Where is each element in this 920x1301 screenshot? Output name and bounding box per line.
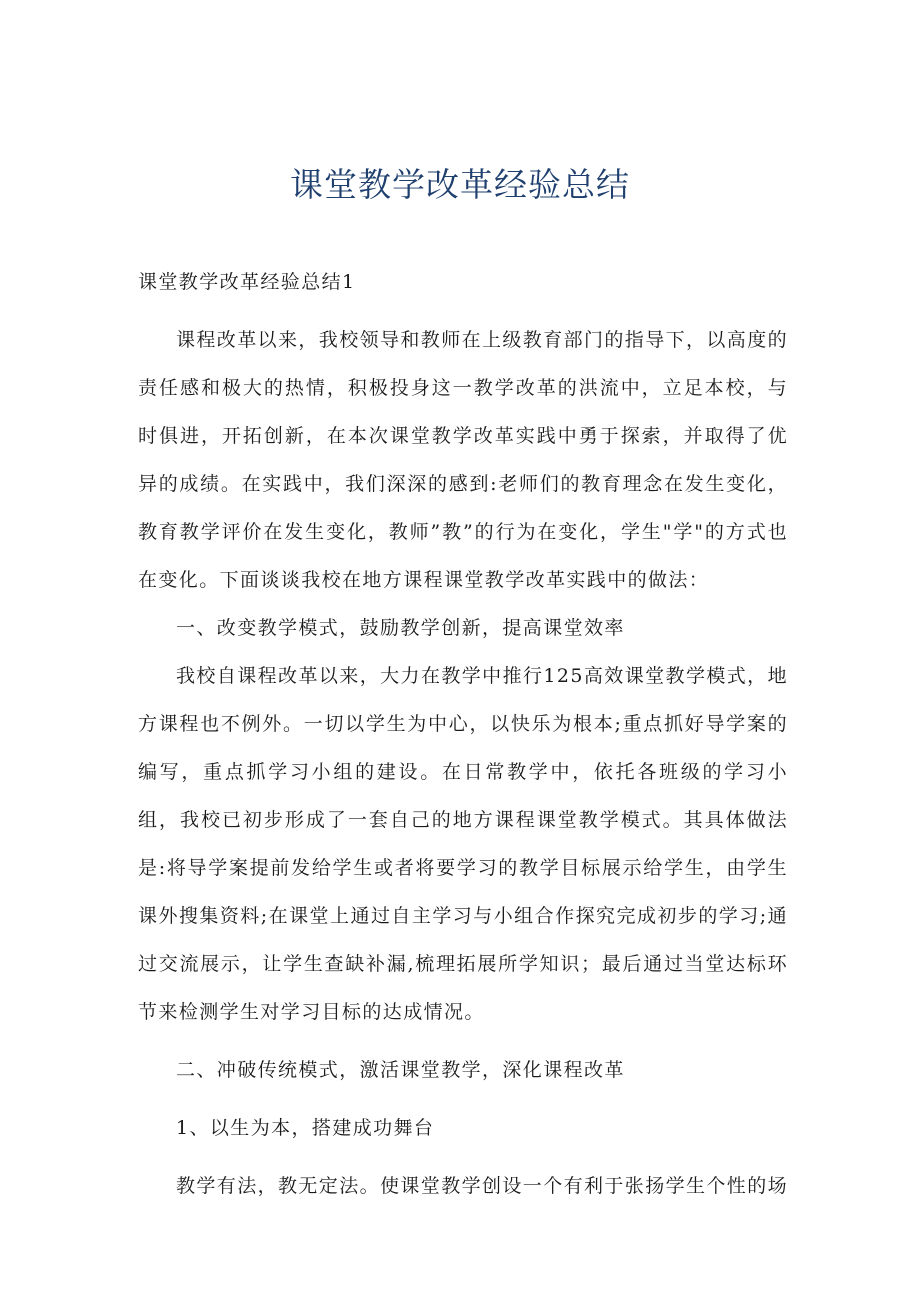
heading-section-2: 二、冲破传统模式，激活课堂教学，深化课程改革 <box>176 1059 625 1081</box>
document-body <box>138 258 788 1210</box>
section-subtitle: 课堂教学改革经验总结1 <box>138 271 356 293</box>
heading-subsection-1: 1、以生为本，搭建成功舞台 <box>176 1117 435 1139</box>
paragraph-section-1: 我校自课程改革以来，大力在教学中推行125高效课堂教学模式，地方课程也不例外。一切以学生为中心，以快乐为根本;重点抓好导学案的编写，重点抓学习小组的建设。在日常教学中，依托各班级的学习小组，我校已初步形成了一套自己的地方课程课堂教学模式。其具体做法是:将导学案提前发给学生或者将要学习的教学目标展示给学生，由学生课外搜集资料;在课堂上通过自主学习与小组合作探究完成初步的学习;通过交流展示，让学生查缺补漏,梳理拓展所学知识；最后通过当堂达标环节来检测学生对学习目标的达成情况。 <box>138 665 788 1023</box>
heading-section-1: 一、改变教学模式，鼓励教学创新，提高课堂效率 <box>176 617 625 639</box>
document-title: 课堂教学改革经验总结 <box>290 165 630 204</box>
paragraph-intro: 课程改革以来，我校领导和教师在上级教育部门的指导下，以高度的责任感和极大的热情，积极投身这一教学改革的洪流中，立足本校，与时俱进，开拓创新，在本次课堂教学改革实践中勇于探索，并取得了优异的成绩。在实践中，我们深深的感到:老师们的教育理念在发生变化，教育教学评价在发生变化，教师”教”的行为在变化，学生"学"的方式也在变化。下面谈谈我校在地方课程课堂教学改革实践中的做法： <box>138 329 789 591</box>
paragraph-subsection-1: 教学有法，教无定法。使课堂教学创设一个有利于张扬学生个性的场 <box>176 1175 789 1197</box>
